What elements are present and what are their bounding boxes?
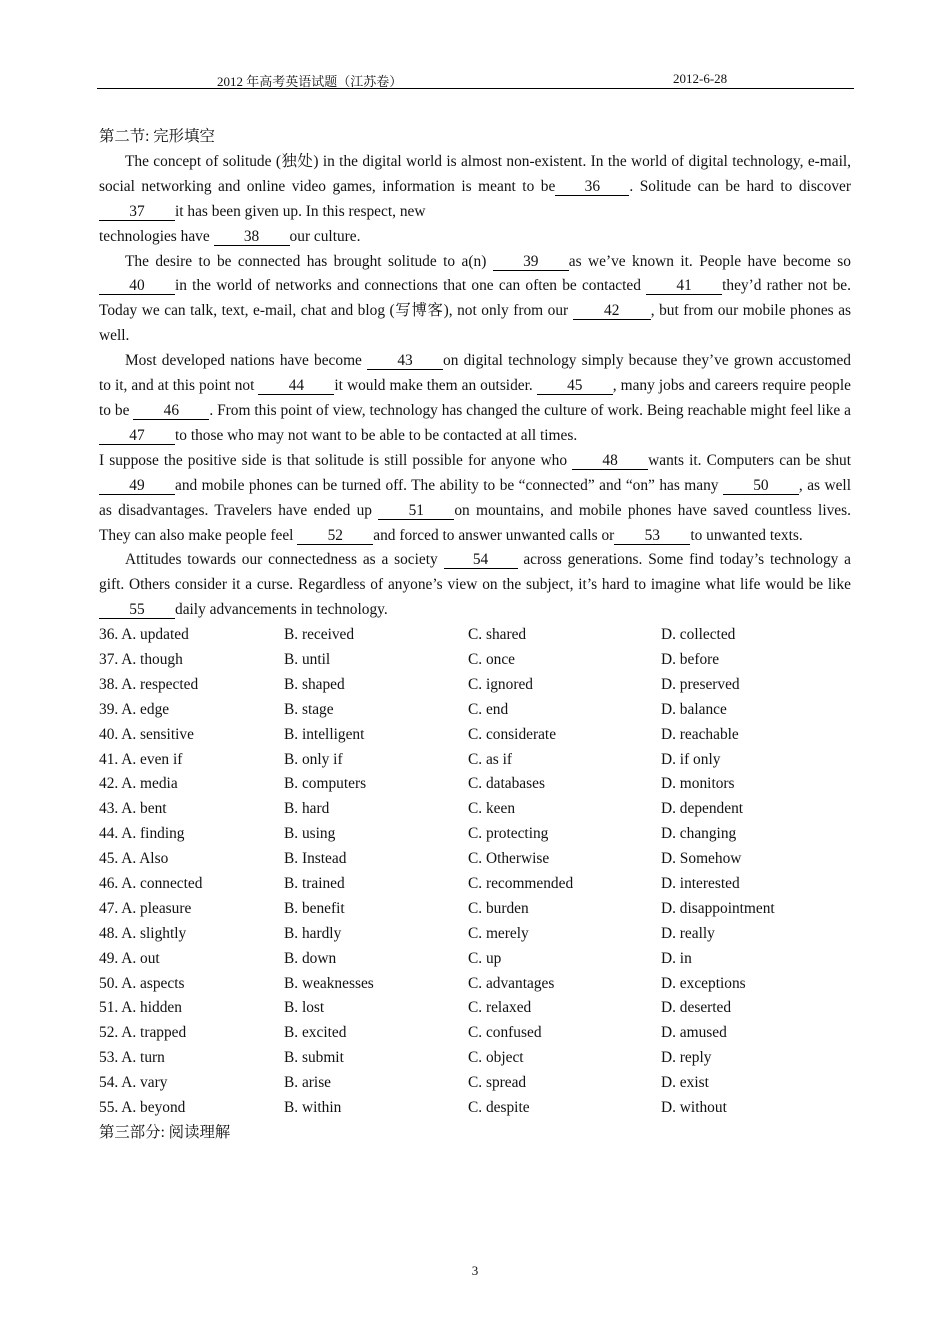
text: . From this point of view, technology has changed the culture of work. Being reachable might feel like a: [209, 401, 851, 419]
option-c: C. confused: [468, 1024, 542, 1042]
option-row: [99, 947, 851, 972]
option-a: 45. A. Also: [99, 850, 169, 868]
option-row: [99, 673, 851, 698]
blank-46: 46: [133, 402, 209, 420]
text: across generations. Some find today’s technology a gift. Others consider it a curse. Regardless of anyone’s view on the subject, it’s hard to imagine what life would be like: [99, 551, 851, 594]
blank-51: 51: [378, 502, 454, 520]
option-row: [99, 623, 851, 648]
section-title: 第二节: 完形填空: [99, 128, 215, 145]
blank-53: 53: [614, 527, 690, 545]
option-c: C. recommended: [468, 875, 574, 893]
option-c: C. Otherwise: [468, 850, 550, 868]
text: I suppose the positive side is that solitude is still possible for anyone who: [99, 451, 573, 469]
option-a: 43. A. bent: [99, 800, 167, 818]
text: daily advancements in technology.: [175, 601, 388, 619]
text: on digital technology simply because they’ve grown accustomed to it, and at this point not: [99, 352, 851, 395]
option-b: B. computers: [284, 775, 367, 793]
page-header: [97, 70, 854, 89]
option-c: C. merely: [468, 924, 529, 942]
option-b: B. Instead: [284, 850, 347, 868]
blank-43: 43: [367, 352, 443, 370]
option-b: B. stage: [284, 700, 334, 718]
option-a: 50. A. aspects: [99, 974, 185, 992]
paragraph-3: [99, 349, 851, 449]
option-c: C. considerate: [468, 725, 557, 743]
option-a: 52. A. trapped: [99, 1024, 187, 1042]
text: , but from our mobile phones as well.: [99, 302, 852, 345]
option-c: C. object: [468, 1049, 524, 1067]
option-b: B. lost: [284, 999, 325, 1017]
option-d: D. deserted: [661, 999, 732, 1017]
option-c: C. relaxed: [468, 999, 532, 1017]
paragraph-2: [99, 250, 851, 350]
blank-36: 36: [555, 178, 629, 196]
option-b: B. weaknesses: [284, 974, 374, 992]
option-d: D. in: [661, 949, 692, 967]
option-row: [99, 822, 851, 847]
option-d: D. balance: [661, 700, 727, 718]
option-b: B. trained: [284, 875, 345, 893]
option-a: 37. A. though: [99, 651, 183, 669]
option-c: C. as if: [468, 750, 513, 768]
blank-42: 42: [573, 302, 651, 320]
text: The desire to be connected has brought solitude to a(n): [125, 252, 493, 270]
option-b: B. using: [284, 825, 336, 843]
option-b: B. arise: [284, 1074, 332, 1092]
option-row: [99, 648, 851, 673]
text: wants it. Computers can be shut: [648, 451, 851, 469]
option-b: B. intelligent: [284, 725, 365, 743]
text: Most developed nations have become: [125, 352, 368, 370]
text: The concept of solitude (独处) in the digital world is almost non-existent. In the world of digital technology, e-mail, social networking and online video games, information is meant to be: [99, 152, 851, 195]
option-a: 54. A. vary: [99, 1074, 168, 1092]
blank-47: 47: [99, 427, 175, 445]
option-a: 49. A. out: [99, 949, 160, 967]
paragraph-5: [99, 548, 851, 623]
option-d: D. Somehow: [661, 850, 742, 868]
blank-41: 41: [646, 277, 722, 295]
option-d: D. really: [661, 924, 715, 942]
options-list: [99, 623, 851, 1121]
option-d: D. changing: [661, 825, 737, 843]
option-a: 44. A. finding: [99, 825, 185, 843]
option-d: D. collected: [661, 626, 736, 644]
option-a: 39. A. edge: [99, 700, 170, 718]
option-a: 51. A. hidden: [99, 999, 182, 1017]
page-number: 3: [471, 1263, 479, 1278]
text: they’d rather not be. Today we can talk, text, e-mail, chat and blog (写博客), not only from our: [99, 277, 851, 320]
paragraph-4: [99, 449, 851, 549]
text: our culture.: [289, 227, 361, 245]
option-row: [99, 1046, 851, 1071]
option-b: B. hardly: [284, 924, 342, 942]
option-row: [99, 1021, 851, 1046]
option-a: 38. A. respected: [99, 675, 199, 693]
blank-54: 54: [444, 551, 518, 569]
text: to those who may not want to be able to be contacted at all times.: [175, 426, 578, 444]
blank-44: 44: [258, 377, 334, 395]
option-d: D. dependent: [661, 800, 744, 818]
text: it would make them an outsider.: [334, 377, 537, 395]
text: and mobile phones can be turned off. The ability to be “connected” and “on” has many: [175, 476, 723, 494]
option-a: 46. A. connected: [99, 875, 203, 893]
option-c: C. despite: [468, 1099, 530, 1117]
option-row: [99, 797, 851, 822]
text: in the world of networks and connections that one can often be contacted: [175, 277, 647, 295]
option-d: D. interested: [661, 875, 740, 893]
paragraph-1: [99, 150, 851, 250]
option-c: C. end: [468, 700, 509, 718]
option-d: D. reply: [661, 1049, 712, 1067]
option-row: [99, 972, 851, 997]
text: on mountains, and mobile phones have saved countless lives. They can also make people feel: [99, 501, 851, 544]
blank-52: 52: [297, 527, 373, 545]
blank-45: 45: [537, 377, 613, 395]
option-row: [99, 922, 851, 947]
option-b: B. benefit: [284, 899, 345, 917]
blank-49: 49: [99, 477, 175, 495]
option-a: 55. A. beyond: [99, 1099, 186, 1117]
option-c: C. keen: [468, 800, 516, 818]
option-row: [99, 748, 851, 773]
text: it has been given up. In this respect, new: [175, 202, 426, 220]
section-title-reading: 第三部分: 阅读理解: [99, 1123, 231, 1141]
option-d: D. reachable: [661, 725, 739, 743]
option-a: 47. A. pleasure: [99, 899, 192, 917]
option-b: B. only if: [284, 750, 343, 768]
option-c: C. up: [468, 949, 502, 967]
option-c: C. ignored: [468, 675, 533, 693]
option-row: [99, 872, 851, 897]
option-a: 41. A. even if: [99, 750, 183, 768]
page-content: [99, 125, 851, 1146]
option-row: [99, 723, 851, 748]
option-c: C. shared: [468, 626, 527, 644]
option-b: B. excited: [284, 1024, 347, 1042]
text: as we’ve known it. People have become so: [568, 252, 851, 270]
option-a: 40. A. sensitive: [99, 725, 194, 743]
blank-38: 38: [214, 228, 290, 246]
option-d: D. before: [661, 651, 720, 669]
option-d: D. amused: [661, 1024, 727, 1042]
option-b: B. hard: [284, 800, 330, 818]
option-b: B. shaped: [284, 675, 345, 693]
option-b: B. received: [284, 626, 355, 644]
option-a: 53. A. turn: [99, 1049, 165, 1067]
blank-48: 48: [572, 452, 648, 470]
option-row: [99, 698, 851, 723]
text: and forced to answer unwanted calls or: [373, 526, 615, 544]
option-d: D. monitors: [661, 775, 735, 793]
text: Attitudes towards our connectedness as a society: [125, 551, 444, 569]
option-d: D. if only: [661, 750, 721, 768]
option-c: C. advantages: [468, 974, 555, 992]
text: , as well as disadvantages. Travelers have ended up: [99, 476, 851, 519]
option-d: D. exist: [661, 1074, 709, 1092]
option-row: [99, 847, 851, 872]
option-c: C. spread: [468, 1074, 527, 1092]
option-a: 48. A. slightly: [99, 924, 187, 942]
option-c: C. burden: [468, 899, 529, 917]
option-b: B. within: [284, 1099, 342, 1117]
option-d: D. preserved: [661, 675, 740, 693]
option-c: C. databases: [468, 775, 545, 793]
option-c: C. once: [468, 651, 516, 669]
blank-39: 39: [493, 253, 569, 271]
option-row: [99, 897, 851, 922]
option-d: D. without: [661, 1099, 727, 1117]
header-date: 2012-6-28: [673, 71, 728, 86]
blank-37: 37: [99, 203, 175, 221]
option-a: 42. A. media: [99, 775, 178, 793]
option-c: C. protecting: [468, 825, 549, 843]
text: , many jobs and careers require people to be: [99, 377, 851, 419]
option-d: D. disappointment: [661, 899, 775, 917]
blank-40: 40: [99, 277, 175, 295]
option-a: 36. A. updated: [99, 626, 189, 644]
text: technologies have: [99, 227, 214, 245]
blank-55: 55: [99, 601, 175, 619]
text: . Solitude can be hard to discover: [629, 177, 851, 195]
option-row: [99, 1096, 851, 1121]
option-row: [99, 772, 851, 797]
text: to unwanted texts.: [690, 526, 803, 544]
option-d: D. exceptions: [661, 974, 746, 992]
option-row: [99, 1071, 851, 1096]
option-row: [99, 996, 851, 1021]
blank-50: 50: [723, 477, 799, 495]
option-b: B. until: [284, 651, 331, 669]
option-b: B. down: [284, 949, 337, 967]
option-b: B. submit: [284, 1049, 344, 1067]
header-title: 2012 年高考英语试题（江苏卷）: [217, 74, 403, 89]
